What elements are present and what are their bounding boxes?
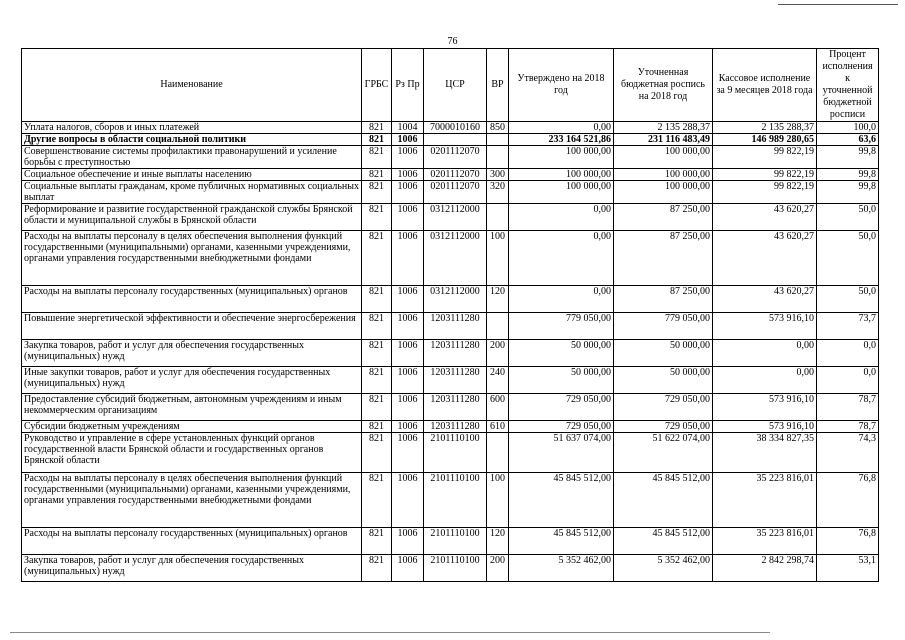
- row-name-cell: Руководство и управление в сфере установленных функций органов государственной власти Брянской области и государственных органов Брянской области: [22, 433, 362, 473]
- table-row: [22, 367, 879, 394]
- col-header-revised-budget: Уточненная бюджетная роспись на 2018 год: [614, 49, 713, 122]
- row-cash-cell: 99 822,19: [713, 169, 817, 181]
- page-number: 76: [447, 36, 458, 47]
- row-rz-pr-cell: 1006: [392, 421, 424, 433]
- row-grbs-cell: 821: [362, 134, 392, 146]
- row-csr-cell: 1203111280: [424, 394, 487, 421]
- row-cash-cell: 35 223 816,01: [713, 473, 817, 528]
- row-revised-cell: 87 250,00: [614, 286, 713, 313]
- row-grbs-cell: 821: [362, 394, 392, 421]
- row-grbs-cell: 821: [362, 473, 392, 528]
- row-vr-cell: 200: [487, 340, 509, 367]
- row-cash-cell: 43 620,27: [713, 286, 817, 313]
- row-revised-cell: 51 622 074,00: [614, 433, 713, 473]
- row-approved-cell: 100 000,00: [509, 181, 614, 204]
- row-name-cell: Расходы на выплаты персоналу в целях обеспечения выполнения функций государственными (муниципальными) органами, казенными учреждениями, органами управления государственными внебюджетными фондами: [22, 473, 362, 528]
- row-percent-cell: 50,0: [817, 204, 879, 231]
- row-rz-pr-cell: 1006: [392, 134, 424, 146]
- row-revised-cell: 45 845 512,00: [614, 473, 713, 528]
- row-csr-cell: 2101110100: [424, 555, 487, 582]
- row-percent-cell: 74,3: [817, 433, 879, 473]
- row-grbs-cell: 821: [362, 421, 392, 433]
- row-rz-pr-cell: 1006: [392, 367, 424, 394]
- row-vr-cell: 100: [487, 231, 509, 286]
- row-csr-cell: 2101110100: [424, 433, 487, 473]
- row-vr-cell: [487, 433, 509, 473]
- row-vr-cell: 600: [487, 394, 509, 421]
- row-approved-cell: 779 050,00: [509, 313, 614, 340]
- row-vr-cell: 610: [487, 421, 509, 433]
- row-grbs-cell: 821: [362, 433, 392, 473]
- table-row: [22, 421, 879, 433]
- row-cash-cell: 43 620,27: [713, 204, 817, 231]
- row-cash-cell: 0,00: [713, 340, 817, 367]
- table-row: [22, 146, 879, 169]
- row-revised-cell: 729 050,00: [614, 394, 713, 421]
- row-approved-cell: 45 845 512,00: [509, 528, 614, 555]
- row-name-cell: Предоставление субсидий бюджетным, автономным учреждениям и иным некоммерческим организациям: [22, 394, 362, 421]
- row-vr-cell: 300: [487, 169, 509, 181]
- row-revised-cell: 2 135 288,37: [614, 122, 713, 134]
- row-approved-cell: 0,00: [509, 231, 614, 286]
- row-vr-cell: [487, 146, 509, 169]
- table-row: [22, 204, 879, 231]
- row-grbs-cell: 821: [362, 367, 392, 394]
- row-name-cell: Закупка товаров, работ и услуг для обеспечения государственных (муниципальных) нужд: [22, 555, 362, 582]
- table-header-row: [22, 49, 879, 122]
- row-csr-cell: 1203111280: [424, 340, 487, 367]
- row-cash-cell: 99 822,19: [713, 146, 817, 169]
- col-header-grbs: ГРБС: [362, 49, 392, 122]
- row-revised-cell: 100 000,00: [614, 169, 713, 181]
- row-grbs-cell: 821: [362, 555, 392, 582]
- row-revised-cell: 50 000,00: [614, 367, 713, 394]
- row-rz-pr-cell: 1006: [392, 555, 424, 582]
- row-vr-cell: 200: [487, 555, 509, 582]
- row-cash-cell: 573 916,10: [713, 394, 817, 421]
- col-header-execution-percent: Процент исполнения к уточненной бюджетной росписи: [817, 49, 879, 122]
- row-grbs-cell: 821: [362, 286, 392, 313]
- row-cash-cell: 0,00: [713, 367, 817, 394]
- row-percent-cell: 50,0: [817, 286, 879, 313]
- row-rz-pr-cell: 1006: [392, 204, 424, 231]
- scan-edge-line-bottom: [10, 632, 770, 633]
- row-approved-cell: 50 000,00: [509, 340, 614, 367]
- row-approved-cell: 100 000,00: [509, 169, 614, 181]
- row-approved-cell: 100 000,00: [509, 146, 614, 169]
- row-percent-cell: 99,8: [817, 181, 879, 204]
- row-percent-cell: 0,0: [817, 367, 879, 394]
- row-vr-cell: [487, 313, 509, 340]
- row-revised-cell: 779 050,00: [614, 313, 713, 340]
- col-header-vr: ВР: [487, 49, 509, 122]
- row-name-cell: Уплата налогов, сборов и иных платежей: [22, 122, 362, 134]
- row-csr-cell: 0312112000: [424, 231, 487, 286]
- row-rz-pr-cell: 1006: [392, 286, 424, 313]
- row-approved-cell: 729 050,00: [509, 421, 614, 433]
- row-cash-cell: 35 223 816,01: [713, 528, 817, 555]
- row-name-cell: Другие вопросы в области социальной политики: [22, 134, 362, 146]
- row-grbs-cell: 821: [362, 204, 392, 231]
- table-row: [22, 473, 879, 528]
- row-cash-cell: 2 842 298,74: [713, 555, 817, 582]
- row-rz-pr-cell: 1006: [392, 394, 424, 421]
- row-percent-cell: 100,0: [817, 122, 879, 134]
- row-rz-pr-cell: 1006: [392, 169, 424, 181]
- row-csr-cell: 2101110100: [424, 528, 487, 555]
- row-revised-cell: 87 250,00: [614, 231, 713, 286]
- row-name-cell: Социальное обеспечение и иные выплаты населению: [22, 169, 362, 181]
- row-revised-cell: 50 000,00: [614, 340, 713, 367]
- row-grbs-cell: 821: [362, 340, 392, 367]
- row-percent-cell: 76,8: [817, 528, 879, 555]
- row-grbs-cell: 821: [362, 169, 392, 181]
- row-csr-cell: 1203111280: [424, 367, 487, 394]
- row-rz-pr-cell: 1006: [392, 473, 424, 528]
- row-approved-cell: 51 637 074,00: [509, 433, 614, 473]
- row-percent-cell: 99,8: [817, 146, 879, 169]
- row-approved-cell: 0,00: [509, 286, 614, 313]
- row-name-cell: Субсидии бюджетным учреждениям: [22, 421, 362, 433]
- table-row: [22, 286, 879, 313]
- row-percent-cell: 78,7: [817, 394, 879, 421]
- scan-edge-line-top: [778, 4, 898, 5]
- row-name-cell: Социальные выплаты гражданам, кроме публичных нормативных социальных выплат: [22, 181, 362, 204]
- row-name-cell: Расходы на выплаты персоналу в целях обеспечения выполнения функций государственными (муниципальными) органами, казенными учреждениями, органами управления государственными внебюджетными фондами: [22, 231, 362, 286]
- row-csr-cell: 0201112070: [424, 181, 487, 204]
- row-name-cell: Реформирование и развитие государственной гражданской службы Брянской области и муниципальной службы в Брянской области: [22, 204, 362, 231]
- budget-execution-table: [21, 48, 879, 582]
- row-grbs-cell: 821: [362, 122, 392, 134]
- row-grbs-cell: 821: [362, 181, 392, 204]
- row-name-cell: Иные закупки товаров, работ и услуг для обеспечения государственных (муниципальных) нужд: [22, 367, 362, 394]
- col-header-cash-execution: Кассовое исполнение за 9 месяцев 2018 года: [713, 49, 817, 122]
- row-csr-cell: 1203111280: [424, 313, 487, 340]
- row-percent-cell: 0,0: [817, 340, 879, 367]
- row-cash-cell: 38 334 827,35: [713, 433, 817, 473]
- row-name-cell: Расходы на выплаты персоналу государственных (муниципальных) органов: [22, 286, 362, 313]
- table-row: [22, 231, 879, 286]
- table-row: [22, 169, 879, 181]
- col-header-name: Наименование: [22, 49, 362, 122]
- row-percent-cell: 63,6: [817, 134, 879, 146]
- col-header-rz-pr: Рз Пр: [392, 49, 424, 122]
- table-row: [22, 313, 879, 340]
- row-rz-pr-cell: 1006: [392, 181, 424, 204]
- row-grbs-cell: 821: [362, 313, 392, 340]
- row-percent-cell: 53,1: [817, 555, 879, 582]
- row-name-cell: Совершенствование системы профилактики правонарушений и усиление борьбы с преступностью: [22, 146, 362, 169]
- table-row: [22, 433, 879, 473]
- row-percent-cell: 50,0: [817, 231, 879, 286]
- row-vr-cell: [487, 204, 509, 231]
- table-row: [22, 122, 879, 134]
- row-rz-pr-cell: 1006: [392, 528, 424, 555]
- row-name-cell: Закупка товаров, работ и услуг для обеспечения государственных (муниципальных) нужд: [22, 340, 362, 367]
- row-approved-cell: 0,00: [509, 204, 614, 231]
- row-vr-cell: 240: [487, 367, 509, 394]
- row-rz-pr-cell: 1006: [392, 231, 424, 286]
- row-vr-cell: 120: [487, 286, 509, 313]
- row-vr-cell: 120: [487, 528, 509, 555]
- row-percent-cell: 99,8: [817, 169, 879, 181]
- table-row: [22, 340, 879, 367]
- row-revised-cell: 100 000,00: [614, 146, 713, 169]
- row-approved-cell: 45 845 512,00: [509, 473, 614, 528]
- row-revised-cell: 231 116 483,49: [614, 134, 713, 146]
- col-header-approved: Утверждено на 2018 год: [509, 49, 614, 122]
- table-row: [22, 181, 879, 204]
- row-approved-cell: 50 000,00: [509, 367, 614, 394]
- row-approved-cell: 729 050,00: [509, 394, 614, 421]
- row-name-cell: Повышение энергетической эффективности и обеспечение энергосбережения: [22, 313, 362, 340]
- row-csr-cell: 2101110100: [424, 473, 487, 528]
- row-revised-cell: 87 250,00: [614, 204, 713, 231]
- col-header-csr: ЦСР: [424, 49, 487, 122]
- row-csr-cell: [424, 134, 487, 146]
- table-row: [22, 555, 879, 582]
- row-grbs-cell: 821: [362, 146, 392, 169]
- row-rz-pr-cell: 1006: [392, 146, 424, 169]
- row-approved-cell: 233 164 521,86: [509, 134, 614, 146]
- row-name-cell: Расходы на выплаты персоналу государственных (муниципальных) органов: [22, 528, 362, 555]
- row-revised-cell: 729 050,00: [614, 421, 713, 433]
- row-rz-pr-cell: 1006: [392, 433, 424, 473]
- table-row: [22, 134, 879, 146]
- row-vr-cell: [487, 134, 509, 146]
- table-row: [22, 528, 879, 555]
- row-percent-cell: 73,7: [817, 313, 879, 340]
- row-csr-cell: 7000010160: [424, 122, 487, 134]
- row-rz-pr-cell: 1006: [392, 313, 424, 340]
- row-rz-pr-cell: 1006: [392, 340, 424, 367]
- row-cash-cell: 43 620,27: [713, 231, 817, 286]
- row-percent-cell: 78,7: [817, 421, 879, 433]
- row-csr-cell: 1203111280: [424, 421, 487, 433]
- row-revised-cell: 5 352 462,00: [614, 555, 713, 582]
- table-row: [22, 394, 879, 421]
- row-cash-cell: 573 916,10: [713, 313, 817, 340]
- row-csr-cell: 0312112000: [424, 286, 487, 313]
- table-body: [22, 122, 879, 582]
- row-approved-cell: 0,00: [509, 122, 614, 134]
- row-grbs-cell: 821: [362, 231, 392, 286]
- row-vr-cell: 850: [487, 122, 509, 134]
- row-csr-cell: 0312112000: [424, 204, 487, 231]
- row-csr-cell: 0201112070: [424, 169, 487, 181]
- row-percent-cell: 76,8: [817, 473, 879, 528]
- row-cash-cell: 146 989 280,65: [713, 134, 817, 146]
- row-revised-cell: 45 845 512,00: [614, 528, 713, 555]
- row-approved-cell: 5 352 462,00: [509, 555, 614, 582]
- row-cash-cell: 573 916,10: [713, 421, 817, 433]
- row-vr-cell: 100: [487, 473, 509, 528]
- row-revised-cell: 100 000,00: [614, 181, 713, 204]
- row-grbs-cell: 821: [362, 528, 392, 555]
- row-rz-pr-cell: 1004: [392, 122, 424, 134]
- row-cash-cell: 2 135 288,37: [713, 122, 817, 134]
- row-csr-cell: 0201112070: [424, 146, 487, 169]
- row-cash-cell: 99 822,19: [713, 181, 817, 204]
- row-vr-cell: 320: [487, 181, 509, 204]
